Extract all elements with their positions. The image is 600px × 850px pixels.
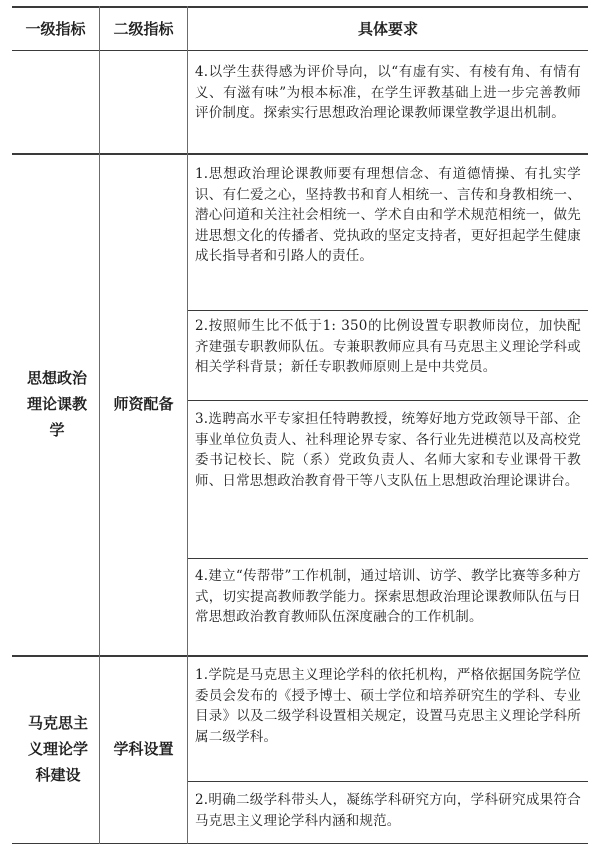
level1-indicator: 马克思主义理论学科建设	[27, 714, 88, 784]
requirement-item: 1.思想政治理论课教师要有理想信念、有道德情操、有扎实学识、有仁爱之心，坚持教书和育人相统一、言传和身教相统一、潜心问道和关注社会相统一、学术自由和学术规范相统一，做先进思想文化的传播者、党执政的坚定支持者，更好担起学生健康成长指导者和引路人的责任。	[195, 166, 581, 265]
column-separator	[187, 6, 188, 844]
row-rule	[187, 558, 588, 559]
level2-indicator: 学科设置	[113, 740, 174, 758]
level2-indicator: 师资配备	[113, 395, 174, 413]
header-level2: 二级指标	[113, 19, 174, 38]
row-rule	[187, 400, 588, 401]
requirement-item: 4.以学生获得感为评价导向，以“有虚有实、有棱有角、有情有义、有滋有味”为根本标准，在学生评教基础上进一步完善教师评价制度。探索实行思想政治理论课教师课堂教学退出机制。	[195, 64, 581, 122]
requirement-item: 4.建立“传帮带”工作机制，通过培训、访学、教学比赛等多种方式，切实提高教师教学能力。探索思想政治理论课教师队伍与日常思想政治教育教师队伍深度融合的工作机制。	[195, 568, 581, 626]
row-rule	[187, 310, 588, 311]
level1-indicator: 思想政治理论课教学	[26, 369, 87, 439]
requirement-item: 3.选聘高水平专家担任特聘教授，统筹好地方党政领导干部、企事业单位负责人、社科理论界专家、各行业先进模范以及高校党委书记校长、院（系）党政负责人、名师大家和专业课骨干教师、日常思想政治教育骨干等八支队伍上思想政治理论课讲台。	[195, 411, 581, 489]
header-level1: 一级指标	[25, 19, 86, 38]
row-rule	[187, 781, 588, 782]
requirement-item: 2.明确二级学科带头人，凝练学科研究方向，学科研究成果符合马克思主义理论学科内涵和规范。	[195, 792, 581, 829]
requirement-item: 2.按照师生比不低于1: 350的比例设置专职教师岗位，加快配齐建强专职教师队伍。专兼职教师应具有马克思主义理论学科或相关学科背景；新任专职教师原则上是中共党员。	[195, 318, 581, 376]
requirement-item: 1.学院是马克思主义理论学科的依托机构，严格依据国务院学位委员会发布的《授予博士、硕士学位和培养研究生的学科、专业目录》以及二级学科设置相关规定，设置马克思主义理论学科所属二级学科。	[195, 667, 581, 745]
header-requirements: 具体要求	[357, 19, 418, 38]
